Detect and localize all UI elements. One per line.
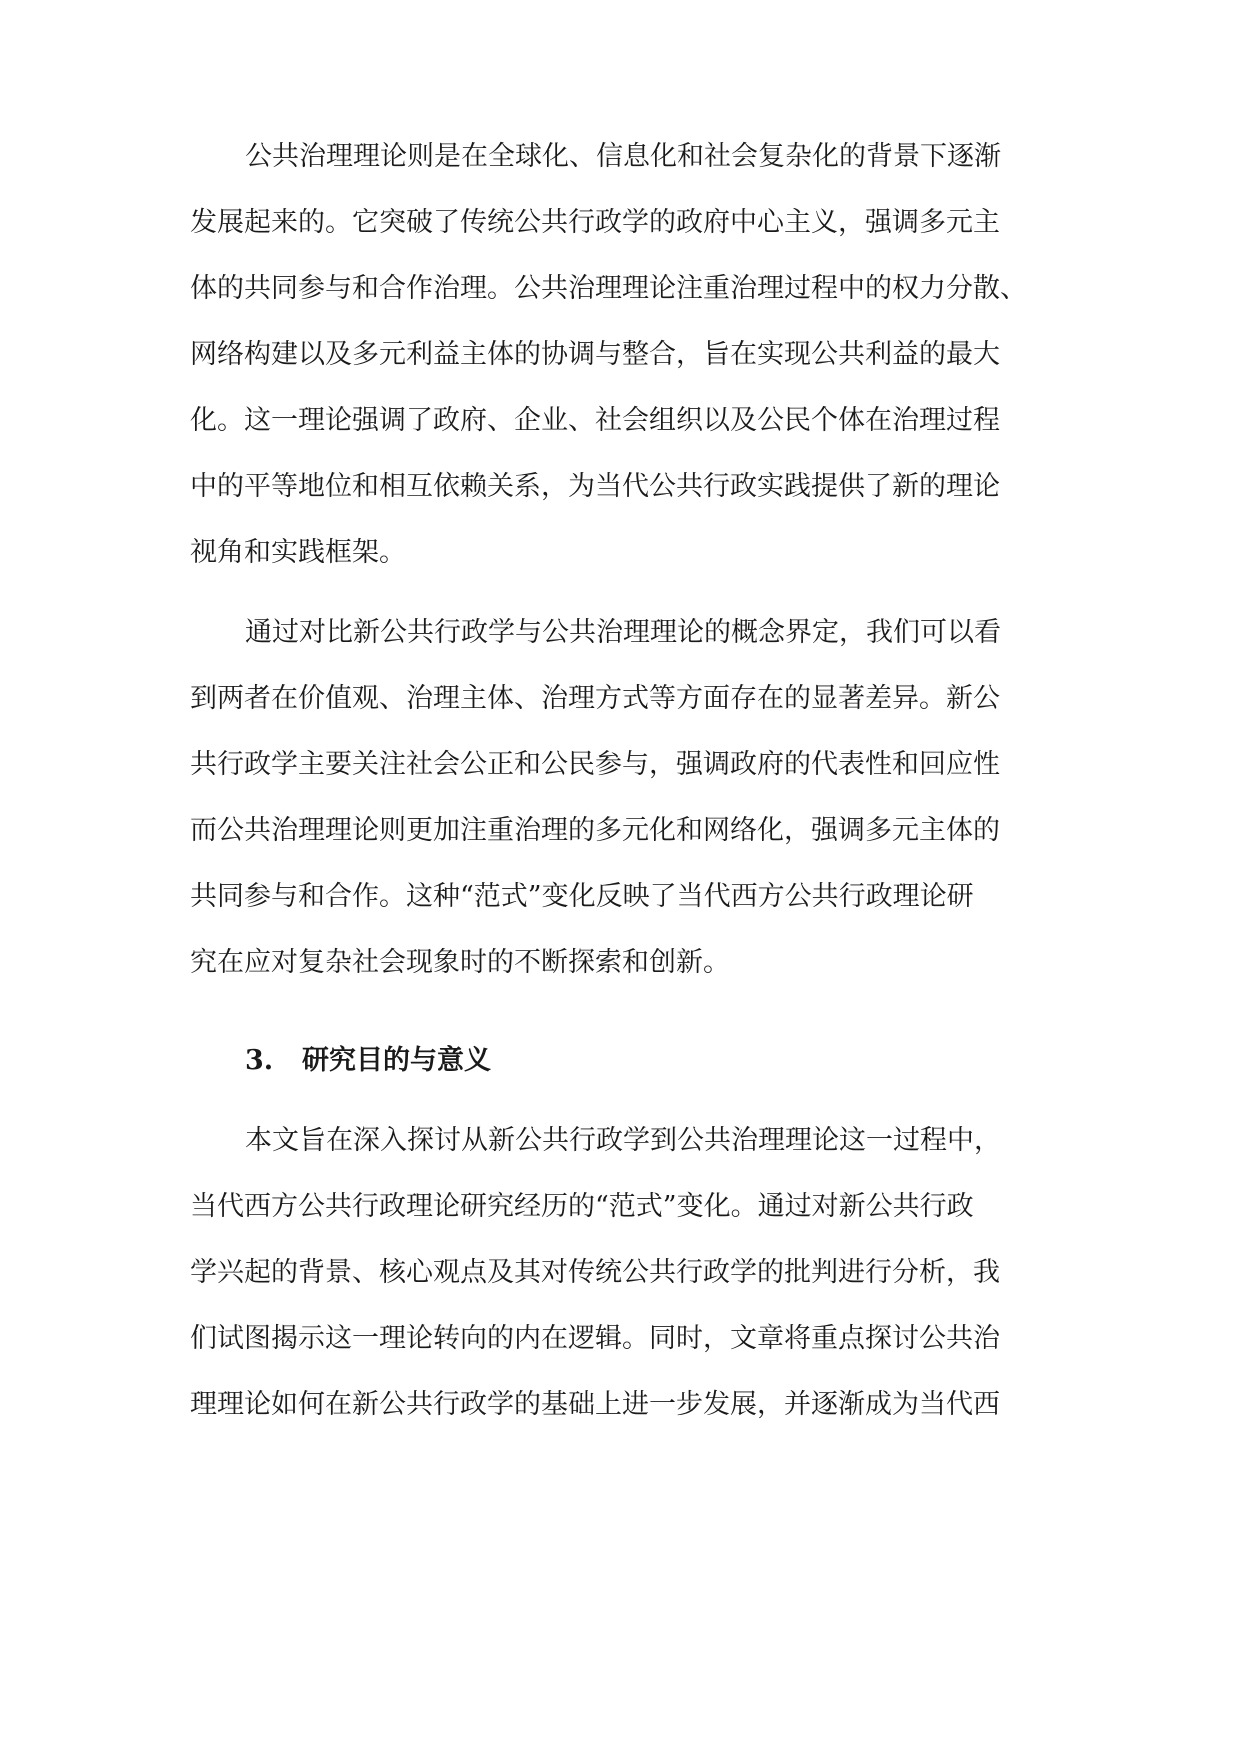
paragraph-2-line-4: 而公共治理理论则更加注重治理的多元化和网络化，强调多元主体的 bbox=[190, 815, 1000, 846]
paragraph-2-line-5: 共同参与和合作。这种“范式”变化反映了当代西方公共行政理论研 bbox=[190, 881, 974, 912]
paragraph-3-line-2: 当代西方公共行政理论研究经历的“范式”变化。通过对新公共行政 bbox=[190, 1191, 974, 1222]
paragraph-1-line-7: 视角和实践框架。 bbox=[190, 537, 406, 568]
section-heading bbox=[245, 1044, 491, 1078]
paragraph-2-line-2: 到两者在价值观、治理主体、治理方式等方面存在的显著差异。新公 bbox=[190, 683, 1000, 714]
paragraph-1-line-4: 网络构建以及多元利益主体的协调与整合，旨在实现公共利益的最大 bbox=[190, 339, 1000, 370]
paragraph-2-line-3: 共行政学主要关注社会公正和公民参与，强调政府的代表性和回应性 bbox=[190, 749, 1000, 780]
paragraph-3-line-4: 们试图揭示这一理论转向的内在逻辑。同时，文章将重点探讨公共治 bbox=[190, 1323, 1000, 1354]
paragraph-3-line-5: 理理论如何在新公共行政学的基础上进一步发展，并逐渐成为当代西 bbox=[190, 1389, 1000, 1420]
paragraph-1-line-3: 体的共同参与和合作治理。公共治理理论注重治理过程中的权力分散、 bbox=[190, 273, 1027, 304]
section-title: 研究目的与意义 bbox=[302, 1045, 491, 1076]
paragraph-2-line-6: 究在应对复杂社会现象时的不断探索和创新。 bbox=[190, 947, 730, 978]
paragraph-1-line-1: 公共治理理论则是在全球化、信息化和社会复杂化的背景下逐渐 bbox=[245, 141, 1001, 172]
section-number: 3. bbox=[245, 1045, 274, 1076]
paragraph-1-line-6: 中的平等地位和相互依赖关系，为当代公共行政实践提供了新的理论 bbox=[190, 471, 1000, 502]
paragraph-3-line-3: 学兴起的背景、核心观点及其对传统公共行政学的批判进行分析，我 bbox=[190, 1257, 1000, 1288]
paragraph-2-line-1: 通过对比新公共行政学与公共治理理论的概念界定，我们可以看 bbox=[245, 617, 1001, 648]
paragraph-3-line-1: 本文旨在深入探讨从新公共行政学到公共治理理论这一过程中， bbox=[245, 1125, 1001, 1156]
paragraph-1-line-5: 化。这一理论强调了政府、企业、社会组织以及公民个体在治理过程 bbox=[190, 405, 1000, 436]
paragraph-1-line-2: 发展起来的。它突破了传统公共行政学的政府中心主义，强调多元主 bbox=[190, 207, 1000, 238]
